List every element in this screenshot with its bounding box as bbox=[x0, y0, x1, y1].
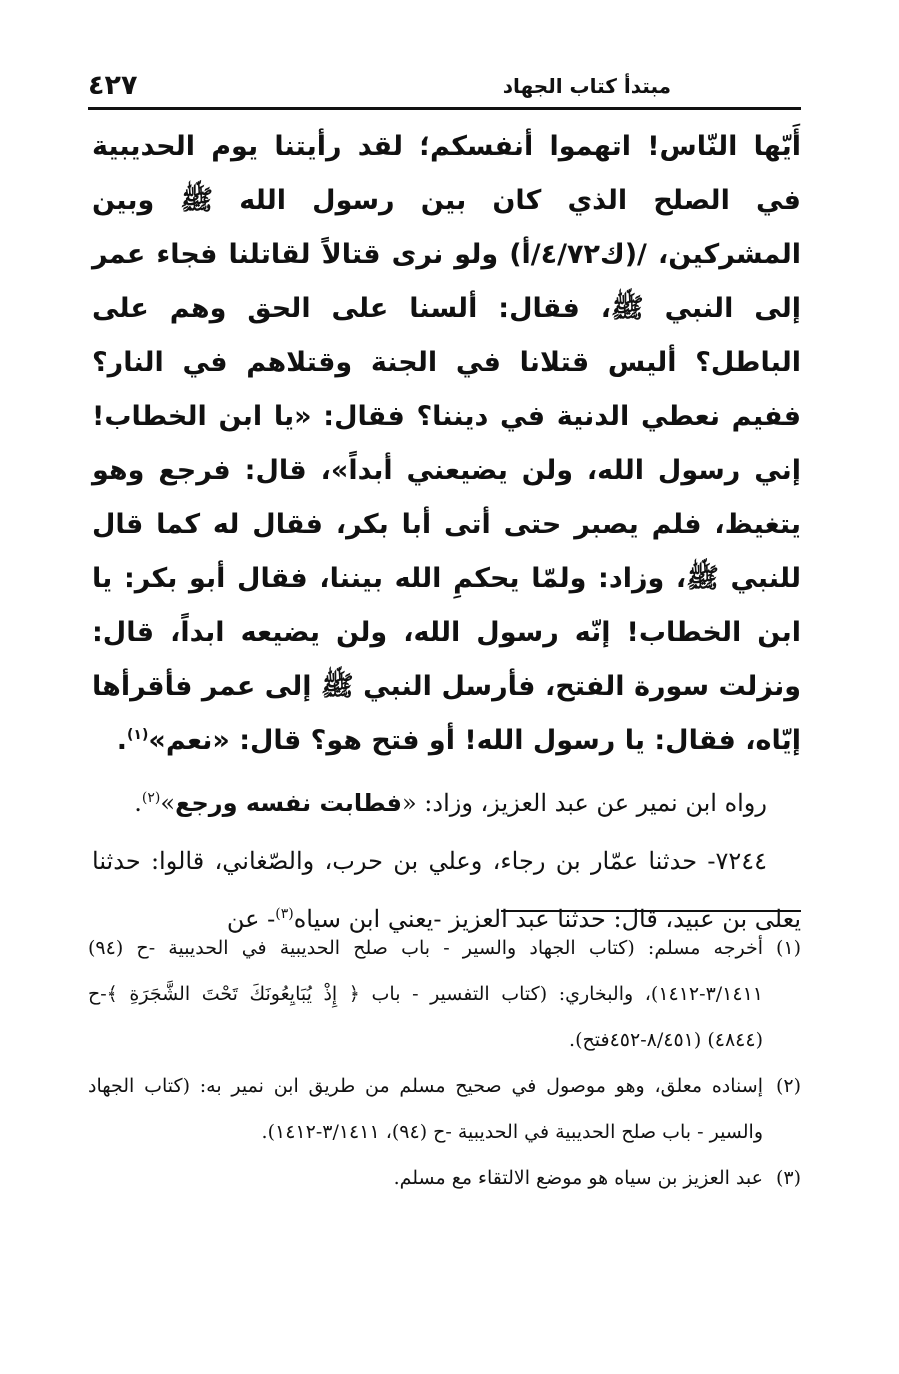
footnote-ref-1: (١) bbox=[127, 727, 149, 743]
riwaya-close-quote: » bbox=[160, 789, 176, 817]
footnote-3 bbox=[88, 1155, 801, 1201]
riwaya-text: رواه ابن نمير عن عبد العزيز، وزاد: « bbox=[401, 789, 767, 817]
riwaya-addition: فطابت نفسه ورجع bbox=[175, 789, 402, 817]
footnote-ref-2: (٢) bbox=[141, 790, 161, 806]
footnote-1 bbox=[88, 925, 801, 1063]
footnote-divider bbox=[501, 910, 801, 912]
hadith-paragraph bbox=[92, 120, 801, 768]
footnote-2 bbox=[88, 1063, 801, 1155]
footnotes bbox=[88, 925, 801, 1201]
footnote-text: عبد العزيز بن سياه هو موضع الالتقاء مع مسلم. bbox=[393, 1167, 763, 1189]
header-divider bbox=[88, 107, 801, 110]
isnad-continuation: - عن bbox=[226, 905, 276, 933]
page-number: ٤٢٧ bbox=[88, 70, 138, 101]
footnote-number: (٢) bbox=[775, 1075, 801, 1097]
footnote-ref-3: (٣) bbox=[275, 906, 294, 922]
riwaya-paragraph bbox=[92, 774, 801, 832]
hadith-text: أَيّها النّاس! اتهموا أنفسكم؛ لقد رأيتنا يوم الحديبية في الصلح الذي كان بين رسول الله ﷺ وبين المشركين، /(ك٤/٧٢/أ) ولو نرى قتالاً لقاتلنا فجاء عمر إلى النبي ﷺ، فقال: ألسنا على الحق وهم على الباطل؟ أليس قتلانا في الجنة وقتلاهم في النار؟ ففيم نعطي الدنية في ديننا؟ فقال: «يا ابن الخطاب! إني رسول الله، ولن يضيعني أبداً»، قال: فرجع وهو يتغيظ، فلم يصبر حتى أتى أبا بكر، فقال له كما قال للنبي ﷺ، وزاد: ولمّا يحكمِ الله بيننا، فقال أبو بكر: يا ابن الخطاب! إنّه رسول الله، ولن يضيعه ابداً، قال: ونزلت سورة الفتح، فأرسل النبي ﷺ إلى عمر فأقرأها إيّاه، فقال: يا رسول الله! أو فتح هو؟ قال: «نعم» bbox=[92, 131, 802, 756]
hadith-end: . bbox=[116, 725, 128, 756]
isnad-text: ٧٢٤٤- حدثنا عمّار بن رجاء، وعلي بن حرب، والصّغاني، قالوا: حدثنا يعلى بن عبيد، قال: حدثنا عبد العزيز -يعني ابن سياه bbox=[92, 847, 801, 933]
riwaya-end: . bbox=[134, 789, 142, 817]
footnote-number: (١) bbox=[775, 937, 801, 959]
footnote-text: أخرجه مسلم: (كتاب الجهاد والسير - باب صلح الحديبية في الحديبية -ح (٩٤) ٣/١٤١١-١٤١٢)، والبخاري: (كتاب التفسير - باب ﴿ إِذْ يُبَايِعُونَكَ تَحْتَ الشَّجَرَةِ ﴾-ح (٤٨٤٤) (٨/٤٥١-٤٥٢فتح). bbox=[88, 937, 763, 1051]
main-text bbox=[92, 120, 801, 948]
footnote-number: (٣) bbox=[775, 1167, 801, 1189]
running-title: مبتدأ كتاب الجهاد bbox=[502, 74, 671, 98]
footnote-text: إسناده معلق، وهو موصول في صحيح مسلم من طريق ابن نمير به: (كتاب الجهاد والسير - باب صلح الحديبية في الحديبية -ح (٩٤)، ٣/١٤١١-١٤١٢). bbox=[88, 1075, 763, 1143]
page-header bbox=[88, 58, 801, 106]
